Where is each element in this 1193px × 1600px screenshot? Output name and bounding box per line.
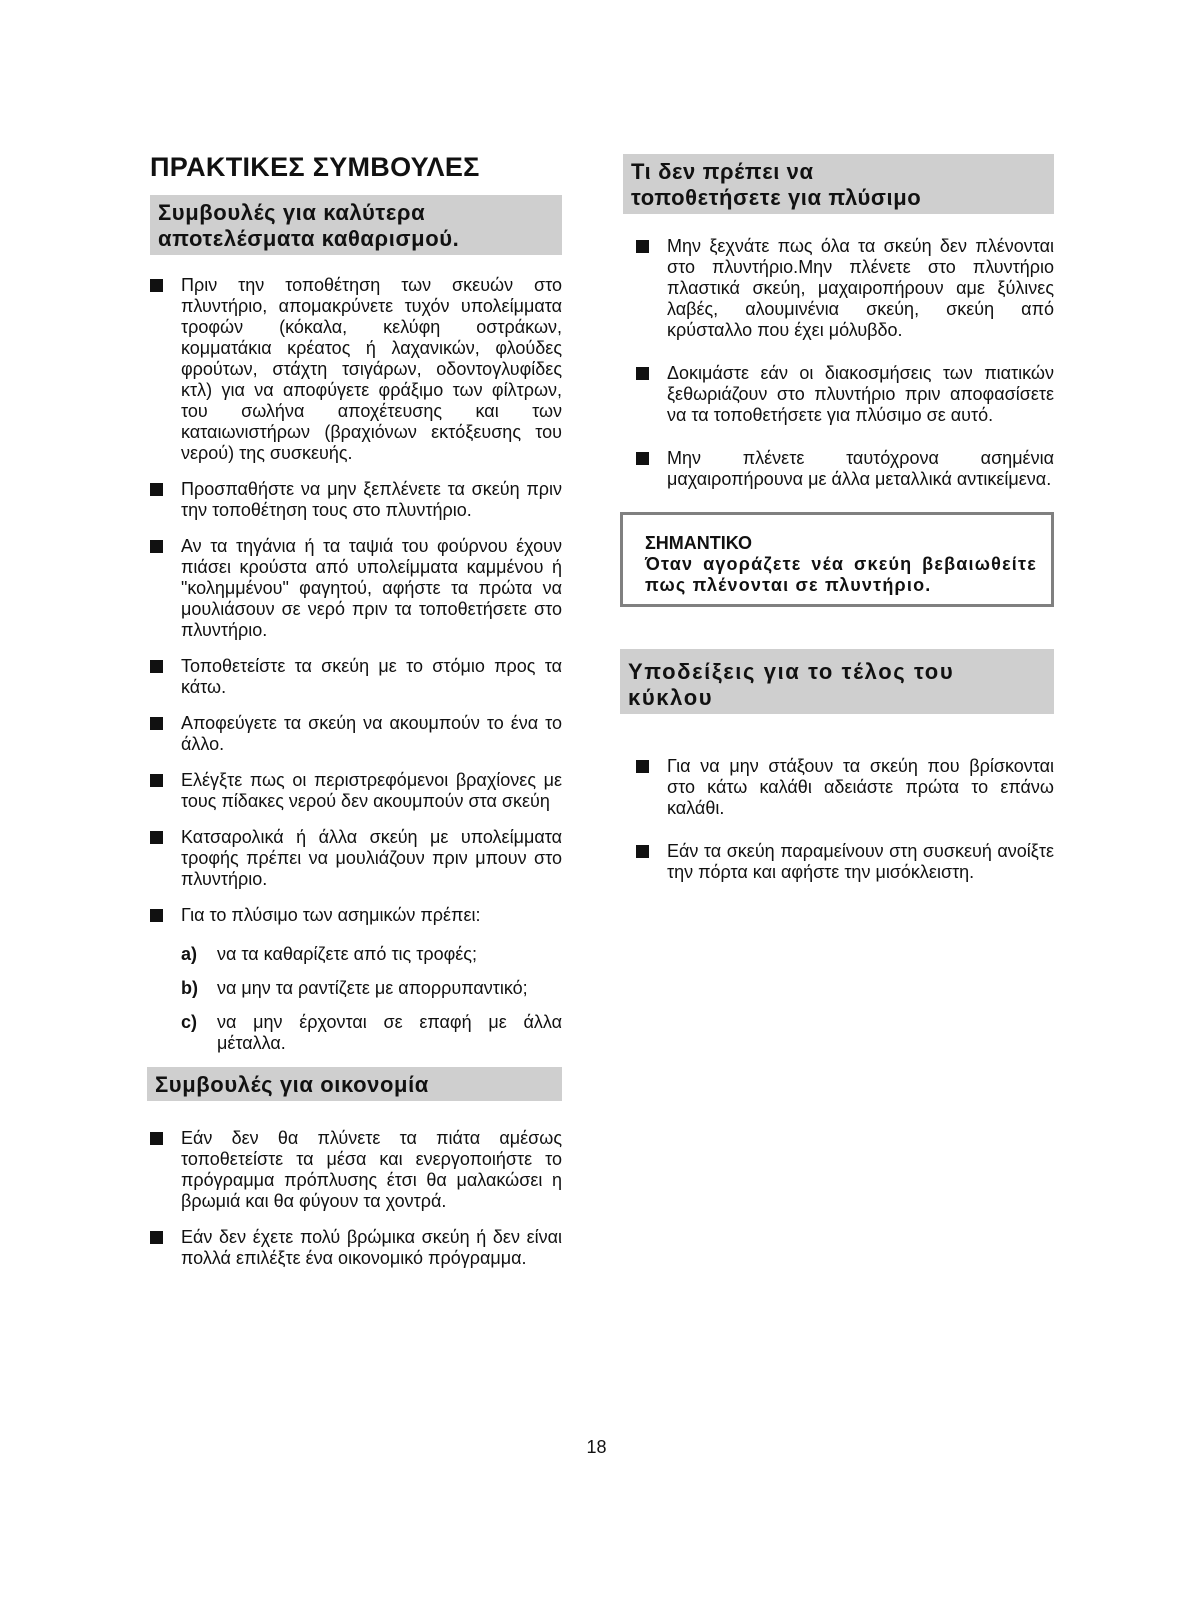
list-item-text: Δοκιμάστε εάν οι διακοσμήσεις των πιατικών ξεθωριάζουν στο πλυντήριο πριν αποφασίσετε να τα τοποθετήσετε για πλύσιμο σε αυτό. (667, 363, 1054, 425)
section-title-end-of-cycle (620, 649, 1054, 714)
list-item-text: Εάν τα σκεύη παραμείνουν στη συσκευή ανοίξτε την πόρτα και αφήστε την μισόκλειστη. (667, 841, 1054, 882)
sublist-item (181, 944, 562, 965)
list-item (150, 905, 562, 926)
sublist-marker: b) (181, 978, 198, 998)
sublist-item-text: να μην έρχονται σε επαφή με άλλα μέταλλα. (217, 1012, 562, 1053)
list-item (150, 827, 562, 890)
section-title-line: τοποθετήσετε για πλύσιμο (631, 185, 922, 210)
list-item-text: Μην ξεχνάτε πως όλα τα σκεύη δεν πλένονται στο πλυντήριο.Μην πλένετε στο πλυντήριο πλαστικά σκεύη, μαχαιροπήρουν αμε ξύλινες λαβές, αλουμινένια σκεύη, σκεύη από κρύσταλλο που έχει μόλυβδο. (667, 236, 1054, 340)
important-notice-text: Όταν αγοράζετε νέα σκεύη βεβαιωθείτε πως πλένονται σε πλυντήριο. (645, 554, 1037, 595)
square-bullet-icon (150, 279, 163, 292)
square-bullet-icon (150, 717, 163, 730)
sublist-item-text: να τα καθαρίζετε από τις τροφές; (217, 944, 477, 964)
square-bullet-icon (150, 1132, 163, 1145)
sublist-item-text: να μην τα ραντίζετε με απορρυπαντικό; (217, 978, 528, 998)
list-item (150, 770, 562, 812)
important-notice-title: ΣΗΜΑΝΤΙΚΟ (645, 533, 752, 553)
list-item-text: Εάν δεν θα πλύνετε τα πιάτα αμέσως τοποθετείστε τα μέσα και ενεργοποιήστε το πρόγραμμα πρόπλυσης έτσι θα μαλακώσει η βρωμιά και θα φύγουν τα χοντρά. (181, 1128, 562, 1211)
square-bullet-icon (636, 240, 649, 253)
list-item-text: Για το πλύσιμο των ασημικών πρέπει: (181, 905, 481, 925)
list-item-text: Για να μην στάξουν τα σκεύη που βρίσκονται στο κάτω καλάθι αδειάστε πρώτα το επάνω καλάθι. (667, 756, 1054, 818)
square-bullet-icon (150, 540, 163, 553)
section-title-better-cleaning (150, 195, 562, 255)
section-title-do-not-wash (623, 154, 1054, 214)
list-item-text: Εάν δεν έχετε πολύ βρώμικα σκεύη ή δεν είναι πολλά επιλέξτε ένα οικονομικό πρόγραμμα. (181, 1227, 562, 1268)
sublist-marker: a) (181, 944, 198, 964)
list-item-text: Αποφεύγετε τα σκεύη να ακουμπούν το ένα το άλλο. (181, 713, 562, 754)
list-item (150, 713, 562, 755)
square-bullet-icon (150, 483, 163, 496)
list-item (150, 479, 562, 521)
list-item-text: Ελέγξτε πως οι περιστρεφόμενοι βραχίονες με τους πίδακες νερού δεν ακουμπούν στα σκεύη (181, 770, 562, 811)
list-item (636, 236, 1054, 341)
section-title-line: Συμβουλές για οικονομία (155, 1072, 429, 1097)
list-item-text: Αν τα τηγάνια ή τα ταψιά του φούρνου έχουν πιάσει κρούστα από υπολείμματα καμμένου ή "κολημμένου" φαγητού, αφήστε τα πρώτα να μουλιάσουν σε νερό πριν τα τοποθετήσετε στο πλυντήριο. (181, 536, 562, 640)
left-column (150, 152, 562, 1284)
list-item-text: Μην πλένετε ταυτόχρονα ασημένια μαχαιροπήρουνα με άλλα μεταλλικά αντικείμενα. (667, 448, 1054, 489)
cleaning-tips-list (150, 275, 562, 926)
square-bullet-icon (150, 774, 163, 787)
sublist-item (181, 1012, 562, 1054)
list-item (150, 536, 562, 641)
section-title-line: αποτελέσματα καθαρισμού. (158, 226, 460, 251)
list-item (150, 275, 562, 464)
list-item-text: Πριν την τοποθέτηση των σκευών στο πλυντήριο, απομακρύνετε τυχόν υπολείμματα τροφών (κόκαλα, κελύφη οστράκων, κομματάκια κρέατος ή λαχανικών, φλούδες φρούτων, στάχτη τσιγάρων, οδοντογλυφίδες κτλ) για να αποφύγετε φράξιμο των φίλτρων, του σωλήνα αποχέτευσης και των καταιωνιστήρων (βραχιόνων εκτόξευσης του νερού) της συσκευής. (181, 275, 562, 463)
end-of-cycle-list (636, 756, 1054, 883)
square-bullet-icon (150, 660, 163, 673)
list-item (636, 448, 1054, 490)
list-item (150, 1128, 562, 1212)
square-bullet-icon (150, 909, 163, 922)
section-title-line: κύκλου (628, 685, 714, 710)
section-title-economy (147, 1067, 562, 1101)
list-item-text: Προσπαθήστε να μην ξεπλένετε τα σκεύη πριν την τοποθέτηση τους στο πλυντήριο. (181, 479, 562, 520)
section-title-line: Τι δεν πρέπει να (631, 159, 814, 184)
square-bullet-icon (636, 760, 649, 773)
list-item (150, 1227, 562, 1269)
sublist-marker: c) (181, 1012, 198, 1032)
page-title: ΠΡΑΚΤΙΚΕΣ ΣΥΜΒΟΥΛΕΣ (150, 152, 480, 182)
list-item-text: Τοποθετείστε τα σκεύη με το στόμιο προς τα κάτω. (181, 656, 562, 697)
square-bullet-icon (636, 367, 649, 380)
economy-tips-list (150, 1128, 562, 1269)
silverware-sublist (181, 944, 562, 1054)
right-column (628, 152, 1054, 898)
list-item (636, 756, 1054, 819)
list-item (150, 656, 562, 698)
square-bullet-icon (636, 452, 649, 465)
do-not-wash-list (636, 236, 1054, 490)
sublist-item (181, 978, 562, 999)
list-item-text: Κατσαρολικά ή άλλα σκεύη με υπολείμματα τροφής πρέπει να μουλιάζουν πριν μπουν στο πλυντήριο. (181, 827, 562, 889)
section-title-line: Συμβουλές για καλύτερα (158, 200, 426, 225)
page-number: 18 (586, 1437, 607, 1457)
square-bullet-icon (150, 1231, 163, 1244)
important-notice-box (620, 512, 1054, 607)
section-title-line: Υποδείξεις για το τέλος του (628, 659, 955, 684)
square-bullet-icon (636, 845, 649, 858)
list-item (636, 363, 1054, 426)
square-bullet-icon (150, 831, 163, 844)
list-item (636, 841, 1054, 883)
